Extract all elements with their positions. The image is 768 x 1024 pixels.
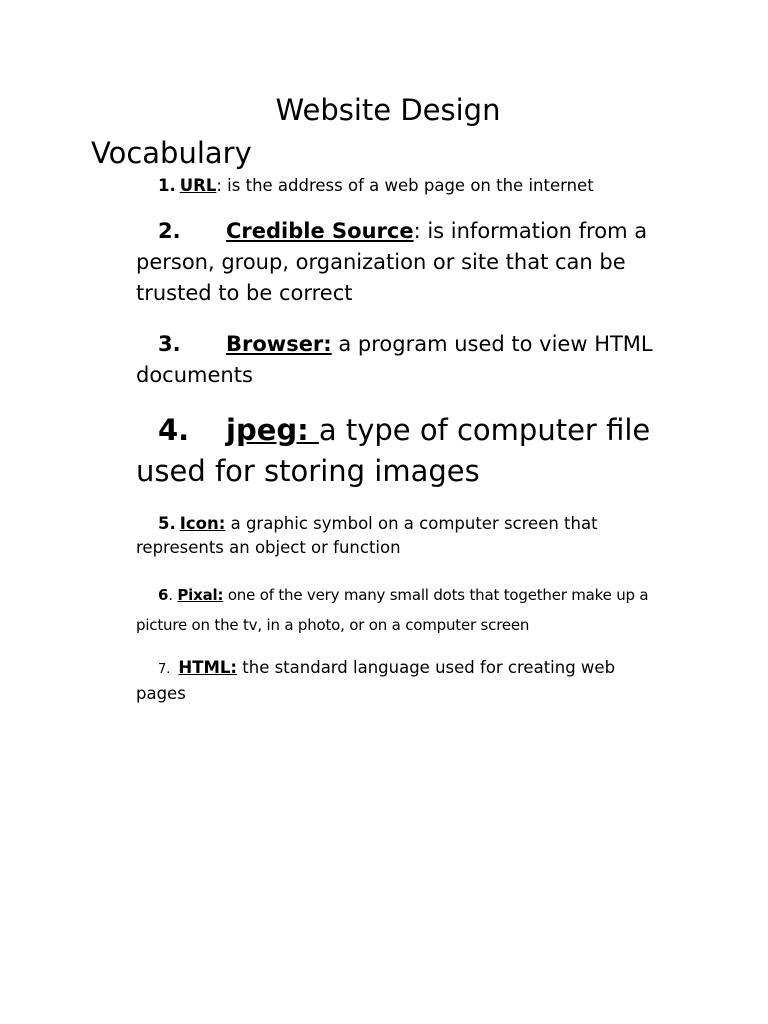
vocab-item-credible-source xyxy=(136,216,676,309)
item-number: 6 xyxy=(158,586,169,604)
item-number: 2. xyxy=(158,219,181,243)
item-term: Icon: xyxy=(179,514,226,533)
item-number: 7. xyxy=(158,662,171,677)
vocab-item-html xyxy=(136,656,656,706)
page-title: Website Design xyxy=(275,93,501,127)
item-term: Credible Source xyxy=(226,219,414,243)
item-term: Browser: xyxy=(226,332,332,356)
item-separator: . xyxy=(168,586,178,604)
vocab-item-pixal xyxy=(136,580,676,640)
item-definition: : is the address of a web page on the internet xyxy=(216,176,594,195)
item-definition: a program used to view HTML documents xyxy=(136,332,653,387)
item-definition: : is information from a person, group, organization or site that can be trusted to be correct xyxy=(136,219,648,305)
item-definition: the standard language used for creating web pages xyxy=(136,658,616,703)
item-term: HTML: xyxy=(178,658,238,677)
item-term: Pixal: xyxy=(177,586,224,604)
item-number: 5. xyxy=(158,514,176,533)
item-term: URL xyxy=(179,176,217,195)
vocab-item-icon xyxy=(136,512,646,560)
item-term: jpeg: xyxy=(226,413,319,447)
vocab-item-browser xyxy=(136,329,676,391)
item-number: 3. xyxy=(158,332,181,356)
vocab-item-jpeg xyxy=(136,410,696,492)
item-definition: one of the very many small dots that together make up a picture on the tv, in a photo, or on a computer screen xyxy=(136,586,649,634)
item-number: 4. xyxy=(158,413,190,447)
page-subtitle: Vocabulary xyxy=(91,136,252,170)
item-definition: a graphic symbol on a computer screen that represents an object or function xyxy=(136,514,598,557)
vocab-item-url xyxy=(136,175,676,197)
item-definition: a type of computer file used for storing images xyxy=(136,413,651,488)
item-number: 1. xyxy=(158,176,176,195)
